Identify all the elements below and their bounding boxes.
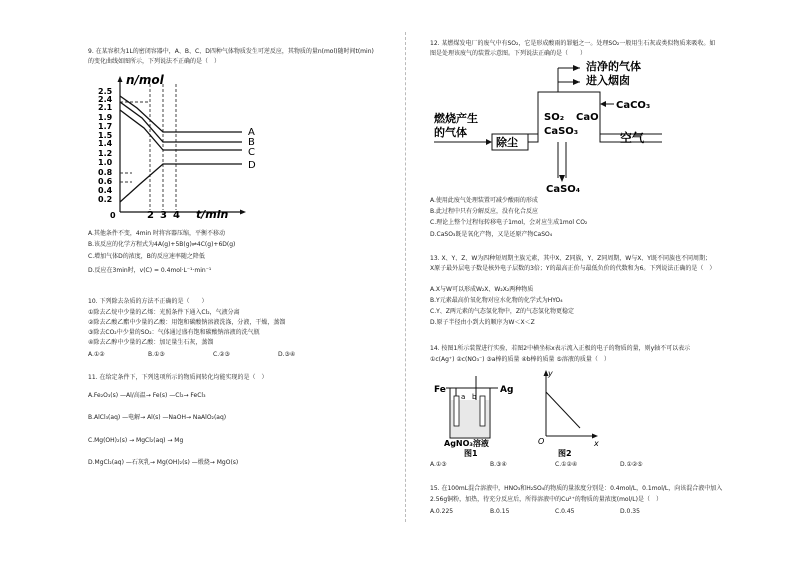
air-label: 空气	[620, 131, 645, 145]
curve-a	[120, 96, 242, 132]
curve-label-a: A	[248, 127, 255, 138]
y-axis-label: n/mol	[126, 73, 164, 87]
y-tick: 0.2	[98, 195, 113, 204]
x-axis-label: t/min	[196, 208, 229, 221]
solution-label: AgNO₃溶液	[444, 439, 489, 448]
q12-stem-line2: 图是处理该废气的装置示意图。下列说法正确的是（ ）	[430, 50, 587, 57]
q15-stem-line2: 2.56g铜粉，加热，待充分反应后，所得溶液中的Cu²⁺的物质的量浓度(mol/L)是（ ）	[430, 496, 662, 503]
curve-label-c: C	[248, 147, 255, 158]
q9-stem-line1: 9. 在某容积为1L的密闭容器中，A、B、C、D四种气体物质发生可逆反应，其物质的量n(mol)随时间t(min)	[88, 48, 374, 55]
y-tick: 0.4	[98, 186, 113, 195]
y-tick: 1.5	[98, 131, 113, 140]
q12-apparatus-diagram	[430, 58, 710, 193]
q14-option-a: A.①③	[430, 461, 447, 468]
q9-option-b: B.该反应的化学方程式为4A(g)+5B(g)⇌4C(g)+6D(g)	[88, 241, 236, 248]
q15-option-d: D.0.35	[620, 508, 640, 515]
y-tick: 0	[110, 211, 116, 220]
clean-gas-label: 洁净的气体	[586, 60, 641, 73]
q9-graph	[92, 72, 262, 222]
flue-gas-label-1: 燃烧产生	[434, 112, 478, 125]
q14-stem-line1: 14. 按图1所示装置进行实验，若图2中横坐标x表示流入正极的电子的物质的量，则y轴不可以表示	[430, 345, 691, 352]
y-tick: 1.2	[98, 149, 113, 158]
q11-option-a: A.Fe₂O₃(s) —Al/高温→ Fe(s) —Cl₂→ FeCl₃	[88, 392, 206, 399]
q15-stem-line1: 15. 在100mL混合溶液中，HNO₃和H₂SO₄的物质的量浓度分别是：0.4mol/L，0.1mol/L，向该混合液中加入	[430, 485, 723, 492]
electrode-a-label: a	[461, 393, 466, 401]
q9-option-a: A.其他条件不变，4min 时将容器压缩，平衡不移动	[88, 230, 225, 237]
x-tick: 3	[160, 210, 167, 221]
fig2-label: 图2	[558, 449, 572, 458]
q9-option-c: C.增加气体D的浓度，B的反应速率随之降低	[88, 253, 205, 260]
q10-option-d: D.③④	[278, 351, 296, 358]
q11-stem: 11. 在给定条件下，下列选项所示的物质间转化均能实现的是（ ）	[88, 374, 268, 381]
q12-stem-line1: 12. 某燃煤发电厂的废气中有SO₂，它是形成酸雨的罪魁之一。处理SO₂一般用生石灰或类似物质来吸收。如	[430, 40, 716, 47]
cao-label: CaO	[576, 112, 599, 123]
chimney-label: 进入烟囱	[586, 74, 630, 87]
y-tick: 2.5	[98, 87, 113, 96]
so2-label: SO₂	[544, 112, 565, 123]
q12-option-d: D.CaSO₃既是氧化产物，又是还原产物CaSO₄	[430, 231, 553, 238]
dust-label: 除尘	[496, 136, 518, 149]
x-tick: 4	[173, 210, 180, 221]
q15-option-b: B.0.15	[490, 508, 510, 515]
q13-option-c: C.Y、Z两元素的气态氢化物中，Z的气态氢化物更稳定	[430, 308, 574, 315]
q11-option-c: C.Mg(OH)₂(s) → MgCl₂(aq) → Mg	[88, 437, 184, 444]
x-tick: 2	[147, 210, 154, 221]
fe-label: Fe	[434, 385, 446, 395]
q13-option-d: D.原子半径由小到大的顺序为W＜X＜Z	[430, 319, 535, 326]
caso4-label: CaSO₄	[546, 184, 581, 193]
ag-label: Ag	[500, 385, 514, 395]
flue-gas-label-2: 的气体	[434, 126, 467, 139]
q12-option-a: A.使用此废气处理装置可减少酸雨的形成	[430, 197, 538, 204]
y-tick: 1.7	[98, 122, 113, 131]
q10-item-2: ②除去乙酸乙酯中少量的乙酸：用饱和碳酸钠溶液洗涤，分液，干燥，蒸馏	[88, 319, 286, 326]
q12-option-c: C.理论上整个过程每转移电子1mol，会对应生成1mol CO₂	[430, 219, 588, 226]
curve-d	[120, 164, 242, 202]
y-tick: 0.6	[98, 177, 113, 186]
q14-figures	[434, 366, 634, 458]
y-tick: 2.1	[98, 103, 113, 112]
curve-label-d: D	[248, 160, 256, 171]
decreasing-line	[546, 392, 580, 428]
q9-stem-line2: 的变化曲线如图所示，下列说法不正确的是（ ）	[88, 58, 221, 65]
q9-option-d: D.反应在3min时，v(C) = 0.4mol·L⁻¹·min⁻¹	[88, 267, 212, 274]
caso3-label: CaSO₃	[544, 126, 579, 137]
q15-option-a: A.0.225	[430, 508, 454, 515]
q14-option-d: D.①②⑤	[620, 461, 643, 468]
y-tick: 1.0	[98, 158, 113, 167]
q11-option-d: D.MgCl₂(aq) —石灰乳→ Mg(OH)₂(s) —煅烧→ MgO(s)	[88, 459, 239, 466]
q10-option-c: C.②③	[213, 351, 230, 358]
electrode-b-label: b	[472, 393, 477, 401]
caco3-label: CaCO₃	[616, 100, 651, 111]
q10-option-a: A.①②	[88, 351, 105, 358]
q10-option-b: B.①③	[148, 351, 165, 358]
q14-option-b: B.③④	[490, 461, 507, 468]
fig1-label: 图1	[464, 449, 478, 458]
y-tick: 1.4	[98, 139, 113, 148]
q11-option-b: B.AlCl₃(aq) —电解→ Al(s) —NaOH→ NaAlO₂(aq)	[88, 414, 227, 421]
q14-option-c: C.①②④	[555, 461, 578, 468]
q15-option-c: C.0.45	[555, 508, 575, 515]
q12-option-b: B.此过程中只有分解反应，没有化合反应	[430, 208, 539, 215]
right-column	[430, 0, 780, 562]
column-divider	[405, 32, 406, 522]
q13-option-a: A.X与W可以形成W₂X、W₂X₂两种物质	[430, 286, 534, 293]
q13-stem-line2: X原子最外层电子数是核外电子层数的3倍；Y的最高正价与最低负价的代数和为6。下列说法正确的是（ ）	[430, 265, 716, 272]
y-axis-label: y	[548, 369, 553, 378]
q13-stem-line1: 13. X、Y、Z、W为四种短周期主族元素，其中X、Z同族，Y、Z同周期，W与X、Y既不同族也不同周期；	[430, 255, 711, 262]
y-tick: 0.8	[98, 168, 113, 177]
q13-option-b: B.Y元素最高价氧化物对应水化物的化学式为HYO₄	[430, 297, 563, 304]
q10-item-1: ①除去乙烷中少量的乙烯：光照条件下通入Cl₂，气液分离	[88, 309, 240, 316]
curve-label-b: B	[248, 137, 255, 148]
y-tick: 1.9	[98, 113, 113, 122]
q10-item-4: ④除去乙醇中少量的乙酸：加足量生石灰，蒸馏	[88, 339, 214, 346]
y-tick: 2.4	[98, 95, 113, 104]
q10-item-3: ③除去CO₂中少量的SO₂：气体通过盛有饱和碳酸钠溶液的洗气瓶	[88, 329, 260, 336]
curve-b	[120, 102, 242, 142]
origin-label: O	[538, 437, 545, 446]
q10-stem: 10. 下列除去杂质的方法不正确的是（ ）	[88, 298, 208, 305]
x-axis-label: x	[594, 439, 599, 448]
q14-stem-line2: ①c(Ag⁺) ②c(NO₃⁻) ③a棒的质量 ④b棒的质量 ⑤溶液的质量（ ）	[430, 356, 610, 363]
left-column	[88, 0, 398, 562]
